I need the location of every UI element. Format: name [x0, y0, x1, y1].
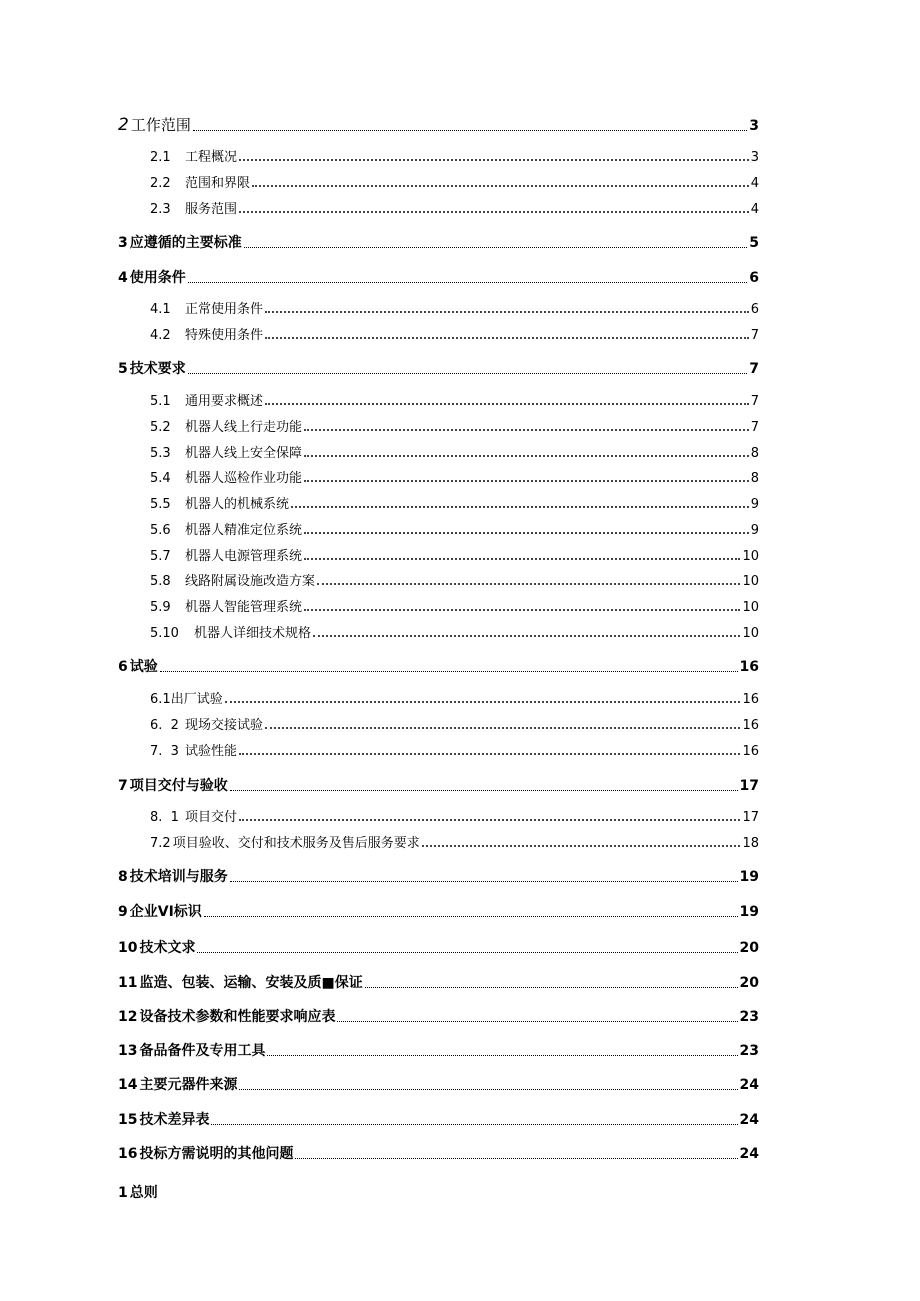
toc-entry-title: 机器人智能管理系统 [185, 600, 303, 615]
toc-entry-page: 23 [739, 1043, 759, 1059]
toc-entry [150, 146, 759, 165]
toc-entry-number: 6.1 [150, 692, 171, 707]
toc-entry-number: 4.1 [150, 302, 171, 317]
dot-leader [295, 1157, 737, 1159]
dot-leader [313, 634, 740, 637]
toc-entry-page: 8 [750, 471, 759, 486]
toc-entry-number: 5.1 [150, 394, 171, 409]
toc-entry-title: 工程概况 [185, 150, 238, 165]
toc-entry [118, 267, 759, 287]
toc-entry [118, 1074, 759, 1094]
section-heading [118, 1182, 158, 1202]
toc-entry [150, 198, 759, 217]
dot-leader [291, 505, 749, 508]
toc-entry-title: 企业VI标识 [129, 904, 202, 920]
toc-entry-title: 主要元器件来源 [139, 1077, 238, 1093]
toc-entry-title: 投标方需说明的其他问题 [139, 1146, 294, 1162]
toc-entry-page: 17 [739, 778, 759, 794]
toc-entry-page: 7 [750, 328, 759, 343]
toc-entry-number: 8. 1 [150, 810, 179, 825]
toc-entry-page: 24 [739, 1112, 759, 1128]
dot-leader [365, 986, 738, 988]
toc-entry-title: 机器人线上行走功能 [185, 420, 303, 435]
dot-leader [230, 789, 738, 791]
dot-leader [265, 336, 749, 339]
dot-leader [317, 582, 740, 585]
section-heading-number: 1 [118, 1185, 128, 1201]
toc-entry-number: 5.8 [150, 574, 171, 589]
toc-entry [118, 1143, 759, 1163]
toc-entry-number: 6 [118, 659, 128, 675]
toc-entry-title: 特殊使用条件 [185, 328, 264, 343]
toc-entry-number: 5.5 [150, 497, 171, 512]
toc-entry [118, 901, 759, 921]
toc-entry-number: 2 [118, 115, 129, 135]
toc-entry [118, 114, 759, 135]
dot-leader [239, 1088, 737, 1090]
toc-entry [118, 972, 759, 992]
toc-entry-title: 备品备件及专用工具 [139, 1043, 266, 1059]
toc-entry-page: 20 [739, 975, 759, 991]
toc-entry-page: 9 [750, 523, 759, 538]
toc-entry-number: 9 [118, 904, 128, 920]
toc-entry-title: 线路附属设施改造方案 [185, 574, 316, 589]
toc-entry-page: 24 [739, 1077, 759, 1093]
toc-entry-title: 范围和界限 [185, 176, 251, 191]
toc-entry-page: 7 [749, 361, 759, 377]
toc-entry-page: 23 [739, 1009, 759, 1025]
toc-entry-page: 20 [739, 940, 759, 956]
toc-entry [150, 545, 759, 564]
toc-entry [150, 519, 759, 538]
toc-entry-number: 5.9 [150, 600, 171, 615]
toc-entry [118, 656, 759, 676]
toc-entry [150, 740, 759, 759]
toc-entry-number: 12 [118, 1009, 138, 1025]
toc-entry [118, 775, 759, 795]
toc-entry-title: 机器人详细技术规格 [194, 626, 312, 641]
toc-entry [150, 493, 759, 512]
toc-entry-number: 5 [118, 361, 128, 377]
toc-entry-number: 4.2 [150, 328, 171, 343]
toc-entry-page: 6 [750, 302, 759, 317]
toc-entry-title: 通用要求概述 [185, 394, 264, 409]
toc-entry-title: 现场交接试验 [185, 718, 264, 733]
toc-entry-number: 8 [118, 869, 128, 885]
dot-leader [197, 951, 737, 953]
toc-entry-number: 10 [118, 940, 138, 956]
dot-leader [337, 1020, 737, 1022]
toc-entry-number: 7 [118, 778, 128, 794]
toc-entry-title: 试验性能 [185, 744, 238, 759]
toc-entry-page: 16 [742, 744, 759, 759]
toc-entry [150, 596, 759, 615]
dot-leader [239, 752, 740, 755]
toc-entry-number: 13 [118, 1043, 138, 1059]
toc-entry-page: 3 [750, 150, 759, 165]
toc-entry-title: 设备技术参数和性能要求响应表 [139, 1009, 336, 1025]
toc-entry-page: 10 [742, 626, 759, 641]
toc-entry-number: 3 [118, 235, 128, 251]
dot-leader [244, 246, 748, 248]
toc-entry [118, 937, 759, 957]
dot-leader [304, 531, 749, 534]
toc-entry-number: 2.1 [150, 150, 171, 165]
toc-entry-title: 使用条件 [129, 270, 186, 286]
toc-entry-page: 7 [750, 394, 759, 409]
dot-leader [265, 726, 740, 729]
toc-entry-number: 14 [118, 1077, 138, 1093]
toc-entry-page: 8 [750, 446, 759, 461]
toc-entry-page: 5 [749, 235, 759, 251]
toc-entry-number: 5.10 [150, 626, 179, 641]
dot-leader [304, 454, 749, 457]
toc-entry [150, 622, 759, 641]
toc-entry [150, 172, 759, 191]
toc-entry-number: 7. 3 [150, 744, 179, 759]
toc-entry [118, 232, 759, 252]
dot-leader [422, 844, 741, 847]
toc-entry-page: 10 [742, 549, 759, 564]
toc-entry-page: 24 [739, 1146, 759, 1162]
toc-entry-page: 16 [742, 692, 759, 707]
toc-entry-title: 正常使用条件 [185, 302, 264, 317]
toc-entry-title: 监造、包装、运输、安装及质■保证 [139, 975, 363, 991]
dot-leader [265, 310, 749, 313]
toc-entry [150, 416, 759, 435]
dot-leader [160, 670, 738, 672]
toc-entry-page: 19 [739, 904, 759, 920]
toc-entry-title: 服务范围 [185, 202, 238, 217]
toc-entry-page: 9 [750, 497, 759, 512]
toc-entry [150, 324, 759, 343]
toc-entry-number: 11 [118, 975, 138, 991]
toc-entry-title: 项目交付 [185, 810, 238, 825]
toc-entry-page: 16 [739, 659, 759, 675]
toc-entry-title: 试验 [129, 659, 158, 675]
toc-entry-title: 项目验收、交付和技术服务及售后服务要求 [172, 836, 420, 851]
toc-entry-title: 机器人巡检作业功能 [185, 471, 303, 486]
toc-entry-number: 5.6 [150, 523, 171, 538]
dot-leader [211, 1123, 737, 1125]
toc-entry-page: 10 [742, 574, 759, 589]
toc-entry [150, 467, 759, 486]
toc-entry [150, 298, 759, 317]
dot-leader [252, 184, 749, 187]
toc-entry-number: 4 [118, 270, 128, 286]
toc-entry [118, 1040, 759, 1060]
dot-leader [225, 700, 741, 703]
toc-entry-title: 机器人线上安全保障 [185, 446, 303, 461]
toc-entry [150, 570, 759, 589]
toc-entry [150, 442, 759, 461]
toc-entry-page: 4 [750, 176, 759, 191]
dot-leader [265, 402, 749, 405]
toc-entry-page: 3 [749, 118, 759, 134]
section-heading-title: 总则 [129, 1185, 158, 1201]
toc-entry-title: 机器人的机械系统 [185, 497, 290, 512]
toc-entry-page: 17 [742, 810, 759, 825]
toc-entry-number: 5.3 [150, 446, 171, 461]
toc-entry-title: 工作范围 [130, 116, 191, 134]
toc-entry-page: 6 [749, 270, 759, 286]
dot-leader [239, 210, 749, 213]
dot-leader [239, 158, 749, 161]
dot-leader [267, 1054, 737, 1056]
toc-entry-title: 出厂试验 [170, 692, 223, 707]
dot-leader [239, 818, 740, 821]
toc-entry [118, 358, 759, 378]
toc-entry-page: 7 [750, 420, 759, 435]
toc-entry-title: 应遵循的主要标准 [129, 235, 242, 251]
toc-entry-page: 18 [742, 836, 759, 851]
toc-entry [150, 714, 759, 733]
dot-leader [304, 479, 749, 482]
dot-leader [188, 281, 748, 283]
dot-leader [204, 915, 738, 917]
dot-leader [304, 557, 740, 560]
toc-entry [118, 1006, 759, 1026]
toc-entry-number: 16 [118, 1146, 138, 1162]
toc-entry [150, 390, 759, 409]
toc-entry-title: 机器人电源管理系统 [185, 549, 303, 564]
toc-entry-number: 5.4 [150, 471, 171, 486]
dot-leader [304, 608, 740, 611]
toc-entry-page: 4 [750, 202, 759, 217]
toc-entry-number: 15 [118, 1112, 138, 1128]
toc-entry-title: 项目交付与验收 [129, 778, 228, 794]
toc-entry [150, 688, 759, 707]
toc-entry [118, 866, 759, 886]
toc-entry-number: 6. 2 [150, 718, 179, 733]
toc-entry-page: 10 [742, 600, 759, 615]
toc-entry-page: 19 [739, 869, 759, 885]
dot-leader [188, 372, 748, 374]
toc-entry-title: 机器人精准定位系统 [185, 523, 303, 538]
toc-entry-title: 技术要求 [129, 361, 186, 377]
dot-leader [304, 428, 749, 431]
toc-entry-number: 7.2 [150, 836, 171, 851]
toc-entry-title: 技术文求 [139, 940, 196, 956]
toc-entry-number: 5.2 [150, 420, 171, 435]
toc-entry-number: 2.2 [150, 176, 171, 191]
toc-entry-title: 技术差异表 [139, 1112, 210, 1128]
toc-entry-title: 技术培训与服务 [129, 869, 228, 885]
toc-entry [118, 1109, 759, 1129]
toc-entry [150, 832, 759, 851]
toc-entry-number: 5.7 [150, 549, 171, 564]
toc-entry-page: 16 [742, 718, 759, 733]
dot-leader [230, 880, 738, 882]
dot-leader [193, 129, 747, 131]
toc-entry [150, 806, 759, 825]
toc-entry-number: 2.3 [150, 202, 171, 217]
